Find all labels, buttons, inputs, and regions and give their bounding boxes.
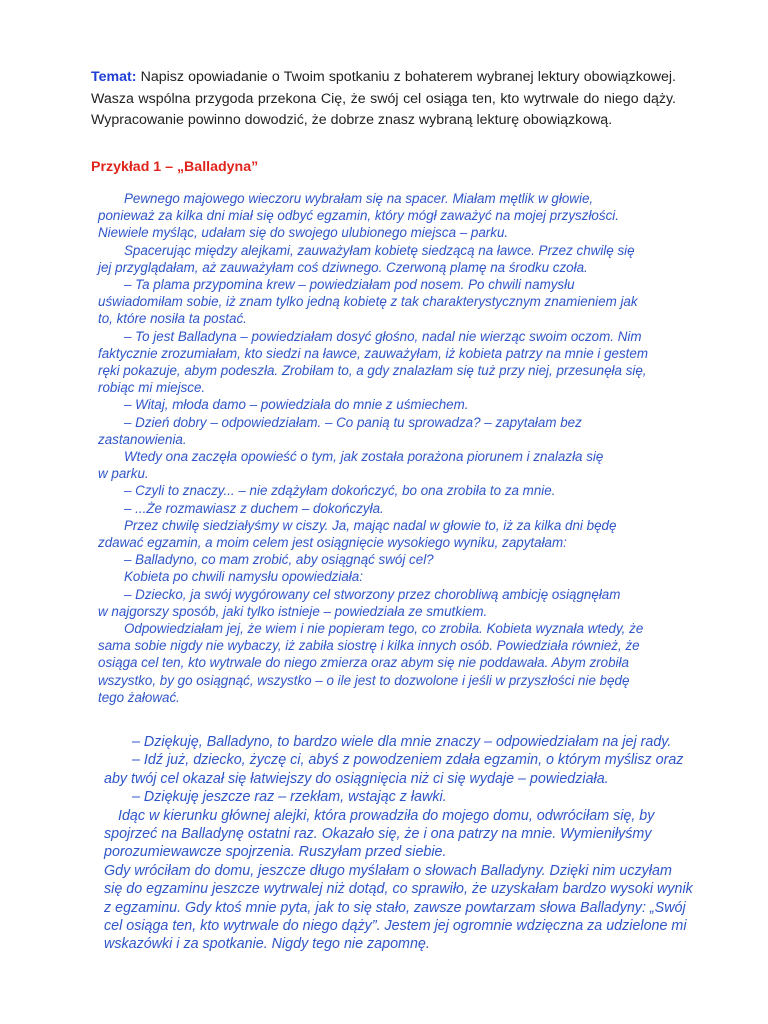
- story-line: zdawać egzamin, a moim celem jest osiągnięcie wysokiego wyniku, zapytałam:: [98, 535, 567, 551]
- story-line: – Czyli to znaczy... – nie zdążyłam dokończyć, bo ona zrobiła to za mnie.: [124, 483, 556, 499]
- story-line: Niewiele myśląc, udałam się do swojego ulubionego miejsca – parku.: [98, 225, 509, 241]
- story-line: robiąc mi miejsce.: [98, 380, 206, 396]
- story-line: Spacerując między alejkami, zauważyłam kobietę siedzącą na ławce. Przez chwilę się: [124, 242, 635, 258]
- story-line: tego żałować.: [98, 689, 180, 705]
- story-line: – Balladyno, co mam zrobić, aby osiągnąć swój cel?: [124, 552, 434, 568]
- story-line: Kobieta po chwili namysłu opowiedziała:: [124, 569, 363, 585]
- story-line: – Dzień dobry – odpowiedziałam. – Co panią tu sprowadza? – zapytałam bez: [124, 414, 582, 430]
- story-line: wszystko, by go osiągnąć, wszystko – o ile jest to dozwolone i jeśli w przyszłości nie będę: [98, 672, 630, 688]
- story-line: ponieważ za kilka dni miał się odbyć egzamin, który mógł zaważyć na mojej przyszłości.: [98, 208, 619, 224]
- story-line: w najgorszy sposób, jaki tylko istnieje – powiedziała ze smutkiem.: [98, 603, 488, 619]
- story-line: Przez chwilę siedziałyśmy w ciszy. Ja, mając nadal w głowie to, iż za kilka dni będę: [124, 517, 617, 533]
- story-line: w parku.: [98, 466, 149, 482]
- story-line: Odpowiedziałam jej, że wiem i nie popieram tego, co zrobiła. Kobieta wyznała wtedy, że: [124, 621, 644, 637]
- story-line: – To jest Balladyna – powiedziałam dosyć głośno, nadal nie wierząc swoim oczom. Nim: [124, 328, 642, 344]
- story-line: faktycznie zrozumiałam, kto siedzi na ławce, zauważyłam, iż kobieta patrzy na mnie i gestem: [98, 345, 648, 361]
- story-line: cel osiąga ten, kto wytrwale do niego dąży”. Jestem jej ogromnie wdzięczna za udzielone mi: [104, 918, 687, 935]
- topic-paragraph: [91, 67, 676, 132]
- story-part-1: [98, 190, 648, 706]
- story-line: spojrzeć na Balladynę ostatni raz. Okazało się, że i ona patrzy na mnie. Wymieniłyśmy: [104, 826, 652, 843]
- story-line: – Dziecko, ja swój wygórowany cel stworzony przez chorobliwą ambicję osiągnęłam: [124, 586, 621, 602]
- story-line: Gdy wróciłam do domu, jeszcze długo myślałam o słowach Balladyny. Dzięki nim uczyłam: [104, 862, 672, 879]
- story-line: aby twój cel okazał się łatwiejszy do osiągnięcia niż ci się wydaje – powiedziała.: [104, 770, 609, 787]
- story-line: wskazówki i za spotkanie. Nigdy tego nie zapomnę.: [104, 936, 430, 953]
- story-line: – Idź już, dziecko, życzę ci, abyś z powodzeniem zdała egzamin, o którym myślisz oraz: [132, 752, 684, 769]
- story-line: – Ta plama przypomina krew – powiedziałam pod nosem. Po chwili namysłu: [124, 277, 575, 293]
- topic-text: Napisz opowiadanie o Twoim spotkaniu z bohaterem wybranej lektury obowiązkowej. Wasza wspólna przygoda przekona Cię, że swój cel osiąga ten, kto wytrwale do niego dąży. Wypracowanie powinno dowodzić, że dobrze znasz wybraną lekturę obowiązkową.: [91, 69, 676, 129]
- story-line: jej przyglądałam, aż zauważyłam coś dziwnego. Czerwoną plamę na środku czoła.: [98, 259, 588, 275]
- story-line: – Dziękuję, Balladyno, to bardzo wiele dla mnie znaczy – odpowiedziałam na jej rady.: [132, 734, 672, 750]
- story-line: się do egzaminu jeszcze wytrwalej niż dotąd, co sprawiło, że uzyskałam bardzo wysoki wynik: [104, 881, 693, 898]
- story-line: ręki pokazuje, abym podeszła. Zrobiłam to, a gdy znalazłam się tuż przy niej, przesunęła się,: [98, 363, 647, 379]
- story-line: Idąc w kierunku głównej alejki, która prowadziła do mojego domu, odwróciłam się, by: [118, 807, 655, 824]
- story-line: – Witaj, młoda damo – powiedziała do mnie z uśmiechem.: [124, 397, 469, 413]
- story-line: – Dziękuję jeszcze raz – rzekłam, wstając z ławki.: [132, 789, 447, 806]
- story-line: z egzaminu. Gdy ktoś mnie pyta, jak to się stało, zawsze powtarzam słowa Balladyny: „Swój: [104, 899, 686, 916]
- story-line: zastanowienia.: [98, 431, 187, 447]
- story-part-2: [104, 733, 693, 954]
- story-line: sama sobie nigdy nie wybaczy, iż zabiła siostrę i kilka innych osób. Powiedziała również, że: [98, 638, 640, 654]
- story-line: porozumiewawcze spojrzenia. Ruszyłam przed siebie.: [104, 844, 447, 861]
- story-line: Wtedy ona zaczęła opowieść o tym, jak została porażona piorunem i znalazła się: [124, 449, 604, 465]
- story-line: osiąga cel ten, kto wytrwale do niego zmierza oraz abym się nie poddawała. Abym zrobiła: [98, 655, 629, 671]
- story-line: Pewnego majowego wieczoru wybrałam się na spacer. Miałam mętlik w głowie,: [124, 191, 594, 206]
- story-line: uświadomiłam sobie, iż znam tylko jedną kobietę z tak charakterystycznym znamieniem jak: [98, 294, 638, 310]
- example-title: Przykład 1 – „Balladyna”: [91, 159, 259, 175]
- story-line: to, które nosiła ta postać.: [98, 311, 247, 327]
- story-line: – ...Że rozmawiasz z duchem – dokończyła.: [124, 500, 384, 516]
- topic-label: Temat:: [91, 69, 137, 85]
